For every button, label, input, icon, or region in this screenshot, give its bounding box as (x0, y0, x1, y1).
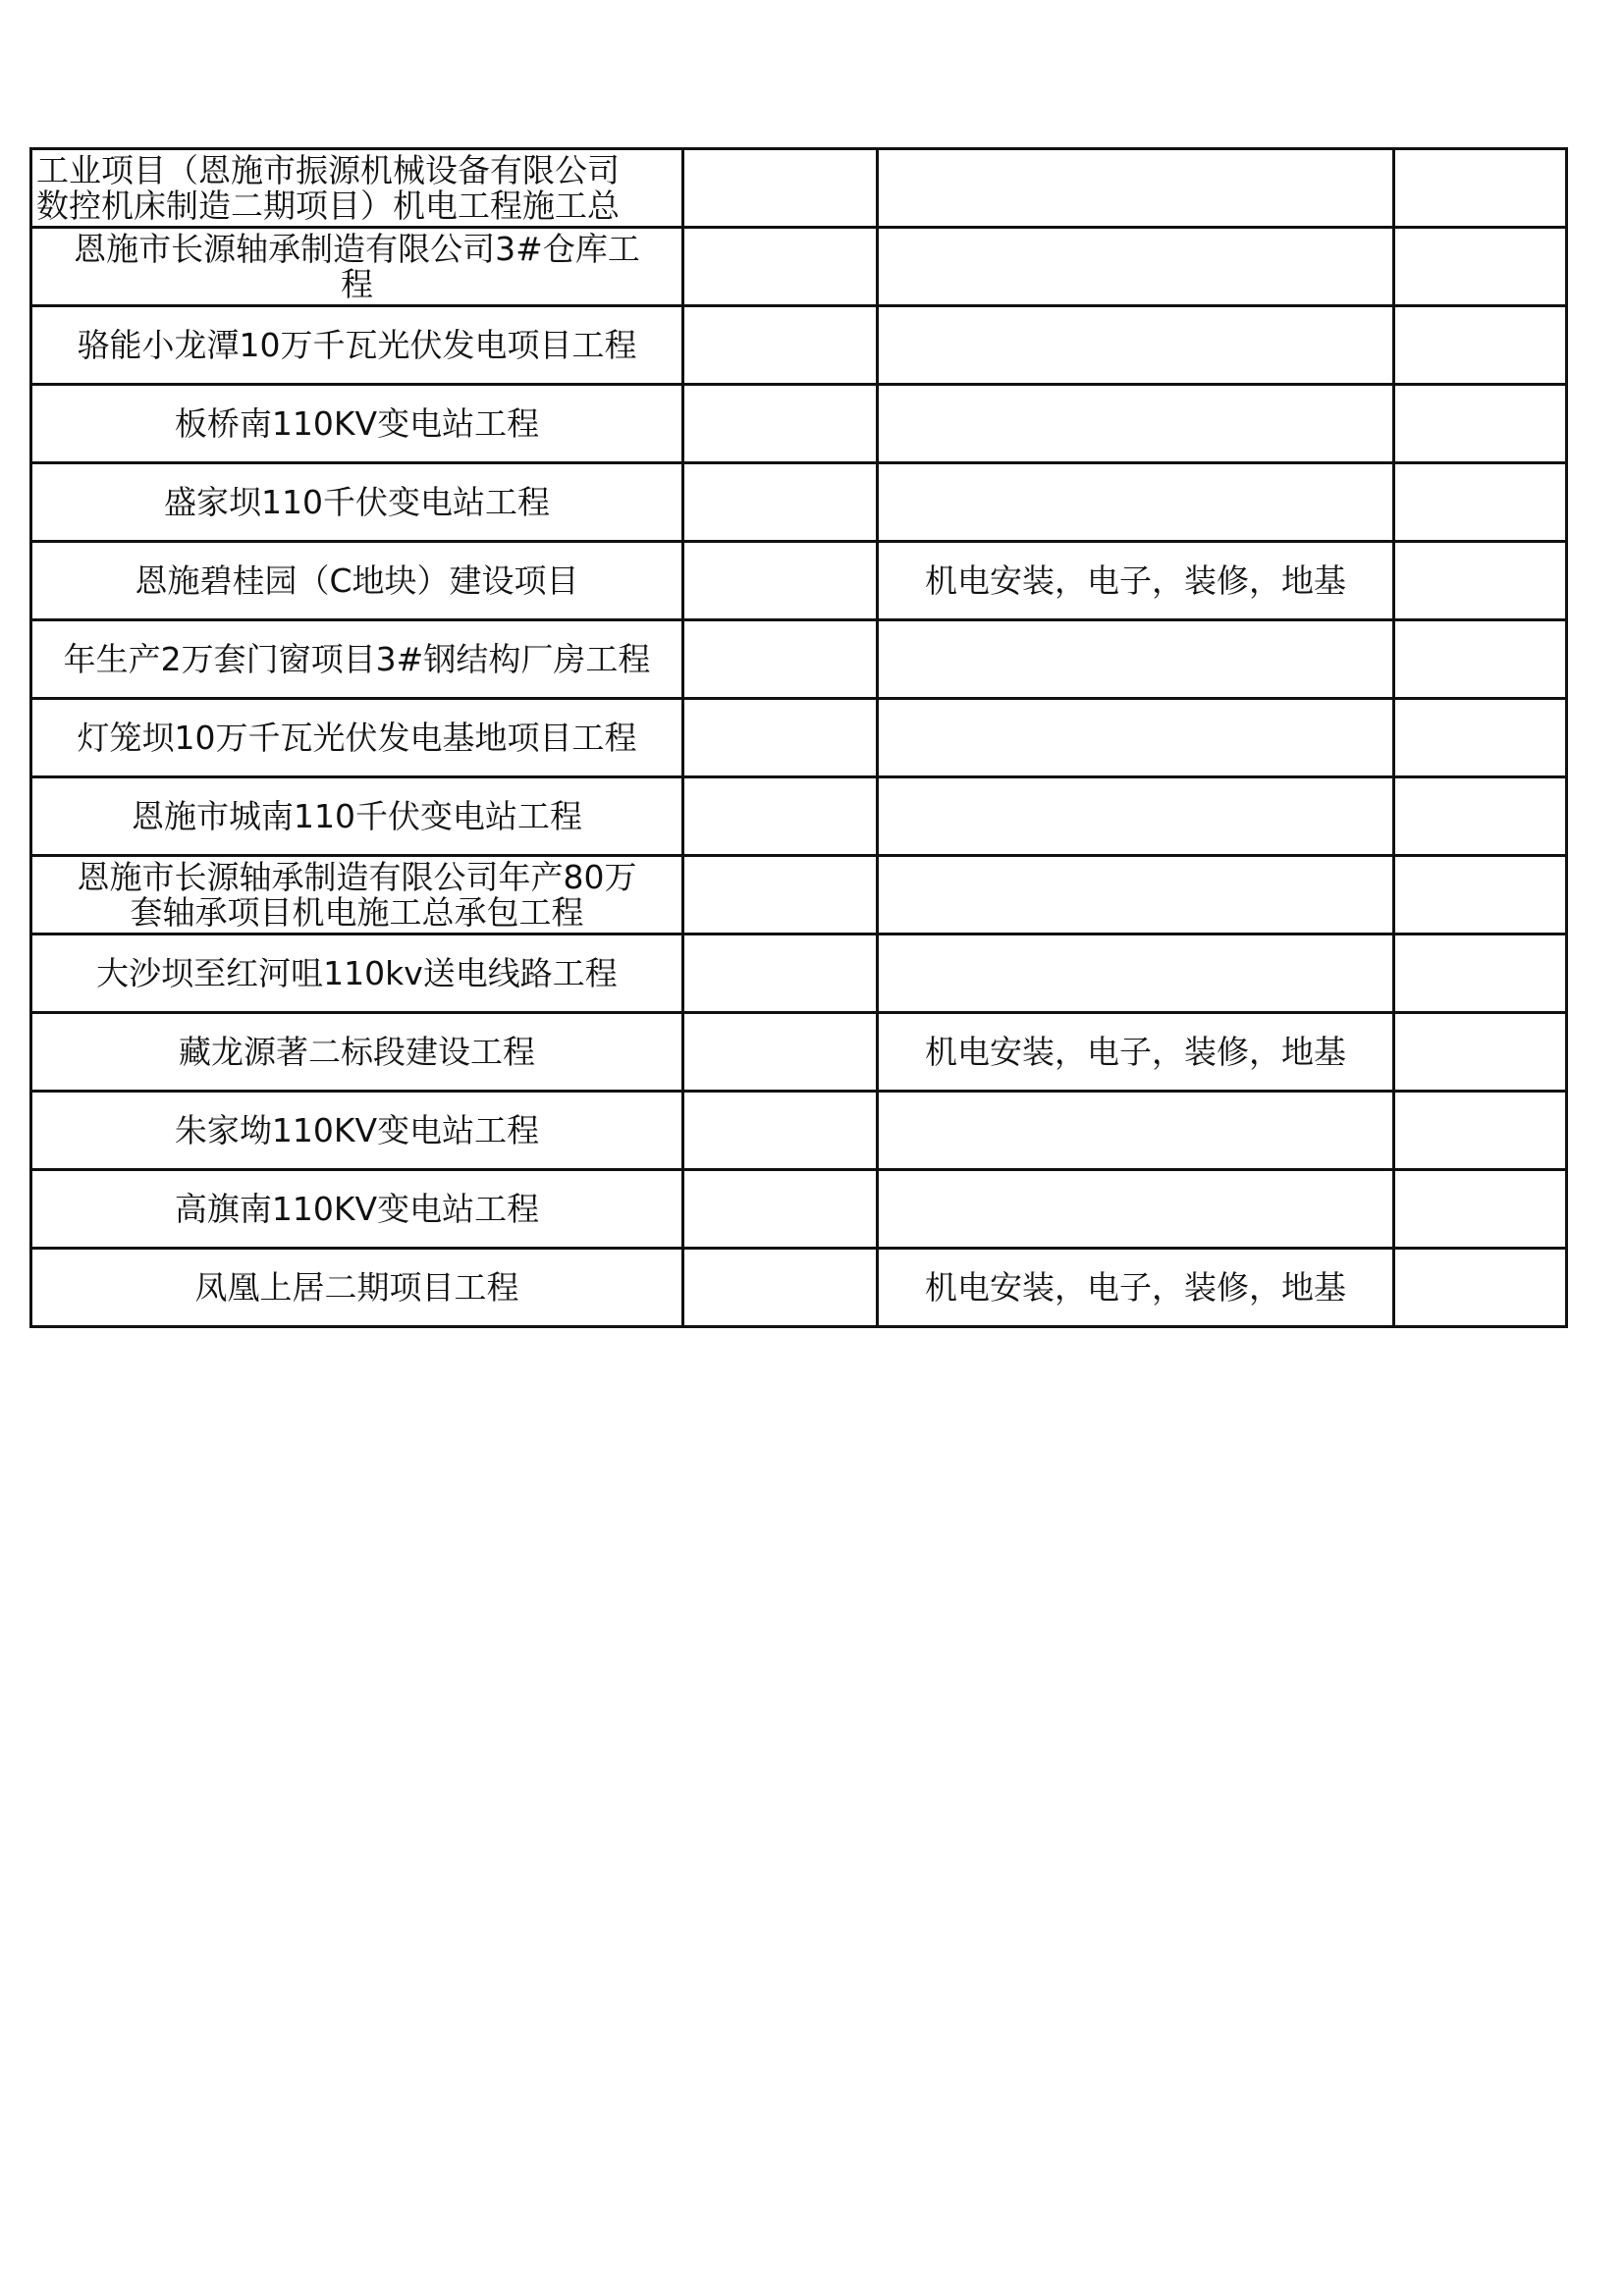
project-name-cell (31, 1249, 683, 1327)
project-name-line: 高旗南110KV变电站工程 (174, 1189, 540, 1228)
empty-cell (683, 620, 878, 699)
project-name-cell (31, 149, 683, 228)
table-row (31, 1092, 1567, 1170)
scope-cell (878, 149, 1394, 228)
project-name-line: 恩施市长源轴承制造有限公司年产80万 (77, 857, 637, 896)
empty-cell (1394, 1092, 1567, 1170)
project-name-line: 数控机床制造二期项目）机电工程施工总 (36, 186, 620, 225)
scope-cell (878, 620, 1394, 699)
empty-cell (683, 699, 878, 777)
table-row (31, 856, 1567, 934)
empty-cell (1394, 542, 1567, 620)
project-name-line: 恩施市长源轴承制造有限公司3#仓库工 (74, 229, 640, 268)
empty-cell (683, 306, 878, 385)
project-table (29, 147, 1568, 1328)
table-row (31, 463, 1567, 542)
project-name-cell (31, 1170, 683, 1249)
project-name-line: 盛家坝110千伏变电站工程 (164, 482, 550, 521)
project-name-cell (31, 385, 683, 463)
empty-cell (1394, 1013, 1567, 1092)
table-row (31, 699, 1567, 777)
empty-cell (1394, 228, 1567, 306)
project-name-cell (31, 228, 683, 306)
project-name-line: 大沙坝至红河咀110kv送电线路工程 (96, 953, 618, 992)
table-row (31, 542, 1567, 620)
scope-cell (878, 1092, 1394, 1170)
scope-cell (878, 777, 1394, 856)
table-row (31, 228, 1567, 306)
empty-cell (683, 1249, 878, 1327)
empty-cell (1394, 699, 1567, 777)
project-name-cell (31, 1013, 683, 1092)
scope-cell (878, 228, 1394, 306)
project-name-cell (31, 620, 683, 699)
empty-cell (1394, 385, 1567, 463)
project-name-cell (31, 934, 683, 1013)
project-name-cell (31, 699, 683, 777)
project-name-line: 板桥南110KV变电站工程 (174, 403, 540, 443)
empty-cell (683, 1170, 878, 1249)
empty-cell (1394, 777, 1567, 856)
scope-cell: 机电安装，电子，装修，地基 (878, 1249, 1394, 1327)
empty-cell (683, 1013, 878, 1092)
project-name-line: 骆能小龙潭10万千瓦光伏发电项目工程 (77, 325, 637, 364)
empty-cell (1394, 620, 1567, 699)
empty-cell (1394, 856, 1567, 934)
empty-cell (683, 856, 878, 934)
project-name-line: 工业项目（恩施市振源机械设备有限公司 (36, 150, 620, 189)
scope-cell (878, 306, 1394, 385)
empty-cell (683, 463, 878, 542)
table-row (31, 777, 1567, 856)
scope-cell: 机电安装，电子，装修，地基 (878, 542, 1394, 620)
table-row (31, 385, 1567, 463)
empty-cell (683, 385, 878, 463)
scope-cell (878, 463, 1394, 542)
table-row (31, 1013, 1567, 1092)
empty-cell (683, 228, 878, 306)
project-name-cell (31, 777, 683, 856)
project-name-cell (31, 1092, 683, 1170)
scope-cell (878, 934, 1394, 1013)
empty-cell (1394, 306, 1567, 385)
table-row (31, 620, 1567, 699)
empty-cell (1394, 1249, 1567, 1327)
empty-cell (683, 542, 878, 620)
project-table-body (31, 149, 1567, 1327)
scope-cell (878, 856, 1394, 934)
project-name-line: 套轴承项目机电施工总承包工程 (130, 892, 584, 932)
empty-cell (1394, 1170, 1567, 1249)
project-name-line: 恩施碧桂园（C地块）建设项目 (135, 561, 579, 600)
project-name-cell (31, 463, 683, 542)
project-name-line: 藏龙源著二标段建设工程 (179, 1032, 535, 1071)
project-name-line: 灯笼坝10万千瓦光伏发电基地项目工程 (77, 718, 637, 757)
empty-cell (1394, 934, 1567, 1013)
table-row (31, 934, 1567, 1013)
table-row (31, 1249, 1567, 1327)
project-name-cell (31, 856, 683, 934)
table-row (31, 149, 1567, 228)
scope-cell (878, 699, 1394, 777)
table-row (31, 1170, 1567, 1249)
empty-cell (683, 934, 878, 1013)
empty-cell (683, 149, 878, 228)
empty-cell (683, 777, 878, 856)
project-name-line: 程 (341, 264, 373, 303)
project-name-cell (31, 542, 683, 620)
empty-cell (1394, 149, 1567, 228)
empty-cell (683, 1092, 878, 1170)
scope-cell (878, 385, 1394, 463)
project-name-cell (31, 306, 683, 385)
project-name-line: 朱家坳110KV变电站工程 (174, 1110, 540, 1149)
project-name-line: 凤凰上居二期项目工程 (194, 1267, 519, 1307)
scope-cell (878, 1170, 1394, 1249)
empty-cell (1394, 463, 1567, 542)
project-name-line: 恩施市城南110千伏变电站工程 (132, 796, 582, 835)
scope-cell: 机电安装，电子，装修，地基 (878, 1013, 1394, 1092)
project-name-line: 年生产2万套门窗项目3#钢结构厂房工程 (63, 639, 651, 678)
table-row (31, 306, 1567, 385)
